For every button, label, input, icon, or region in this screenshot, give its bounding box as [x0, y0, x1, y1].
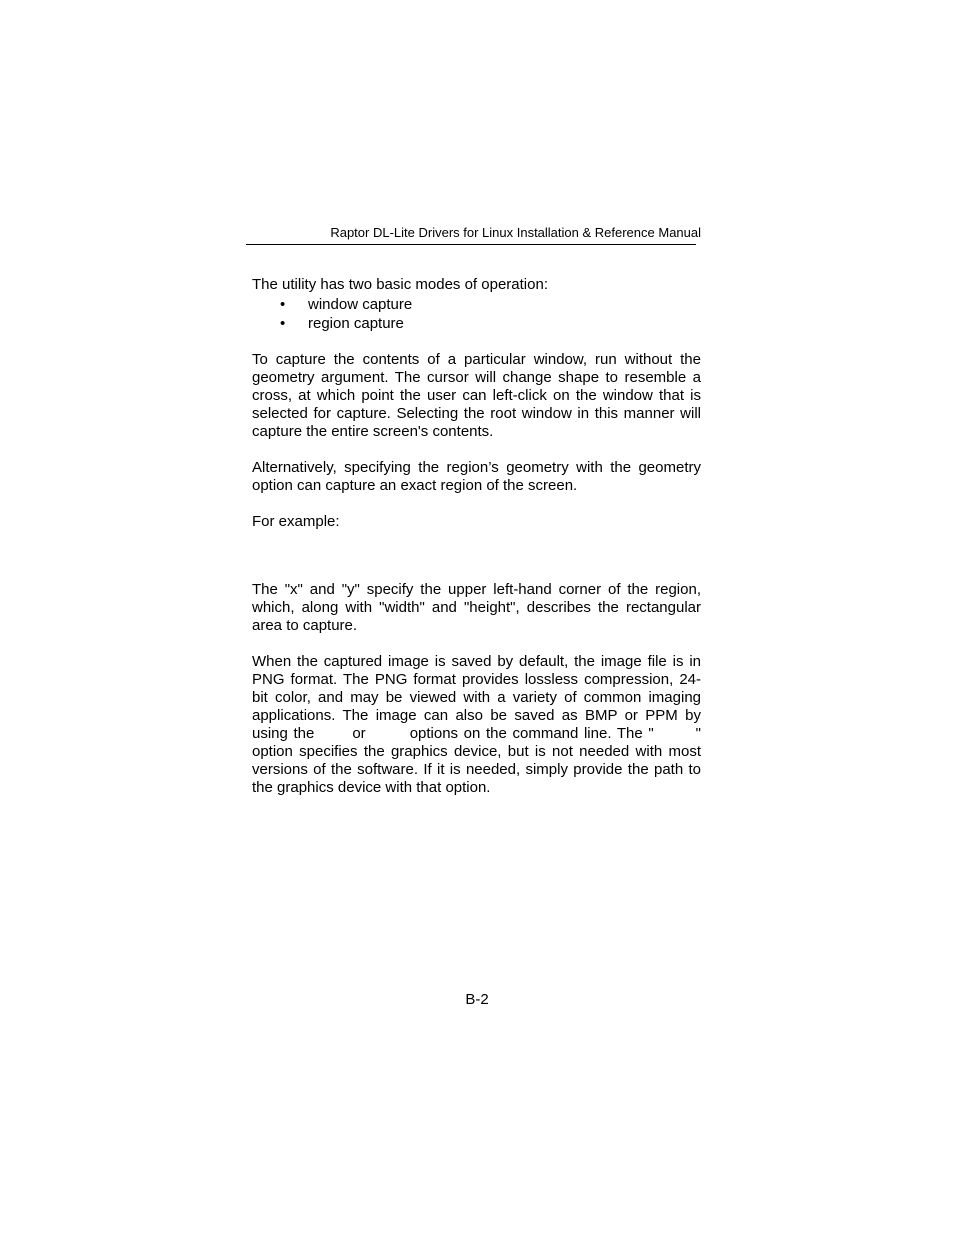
- png-text-part1: When the captured image is saved by default, the image file is in PNG format. The PNG format provides lossless compression, 24-bit color, and may be viewed with a variety of common imaging applications. The image can also be saved as BMP or PPM by using the: [252, 653, 701, 742]
- paragraph-alternatively: Alternatively, specifying the region’s geometry with the geometry option can capture an exact region of the screen.: [252, 459, 701, 494]
- page-body: [252, 276, 701, 797]
- page-number: B-2: [465, 991, 489, 1008]
- header-rule: [246, 244, 696, 245]
- paragraph-png-format: [252, 653, 701, 797]
- modes-list: [252, 295, 701, 333]
- intro-text: The utility has two basic modes of operation:: [252, 276, 548, 293]
- list-item: [252, 295, 701, 314]
- list-item-label: window capture: [308, 296, 413, 313]
- example-placeholder: [252, 531, 701, 581]
- bullet-icon: •: [280, 315, 286, 332]
- png-text-part4: " option specifies the graphics device, but is not needed with most versions of the software. If it is needed, simply provide the path to the graphics device with that option.: [252, 725, 701, 796]
- list-item-label: region capture: [308, 315, 404, 332]
- png-text-part2: or: [352, 725, 366, 742]
- paragraph-window-capture: To capture the contents of a particular window, run without the geometry argument. The cursor will change shape to resemble a cross, at which point the user can left-click on the window that is selected for capture. Selecting the root window in this manner will capture the entire screen's contents.: [252, 351, 701, 440]
- paragraph-for-example: For example:: [252, 513, 340, 530]
- running-header-title: Raptor DL-Lite Drivers for Linux Installation & Reference Manual: [330, 225, 701, 240]
- list-item: [252, 314, 701, 333]
- bullet-icon: •: [280, 296, 286, 313]
- paragraph-xy-spec: The "x" and "y" specify the upper left-hand corner of the region, which, along with "width" and "height", describes the rectangular area to capture.: [252, 581, 701, 634]
- png-text-part3: options on the command line. The ": [409, 725, 654, 742]
